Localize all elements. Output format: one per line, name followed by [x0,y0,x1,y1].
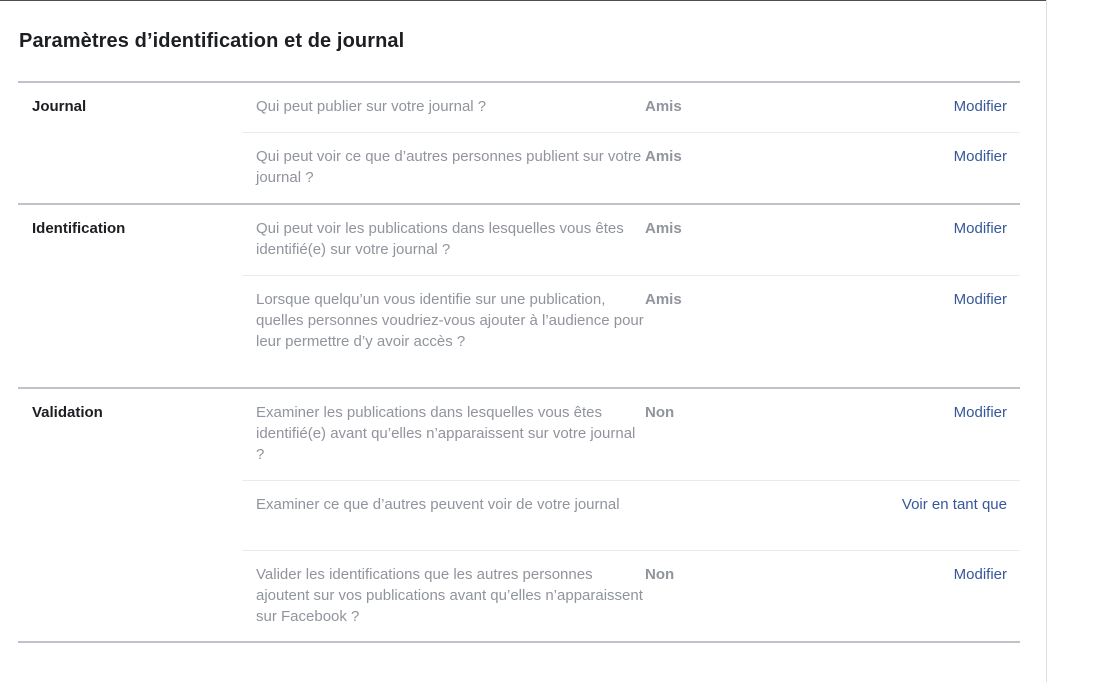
setting-question: Qui peut voir ce que d’autres personnes publient sur votre journal ? [256,148,642,186]
section-identification [18,203,1020,387]
setting-row [242,83,1020,132]
edit-link[interactable]: Modifier [953,291,1007,308]
page-title: Paramètres d’identification et de journal [19,30,405,52]
section-rows [242,389,1020,641]
setting-value: Amis [645,148,682,165]
section-journal [18,81,1020,203]
setting-row [242,275,1020,385]
edit-link[interactable]: Modifier [953,566,1007,583]
setting-question: Qui peut voir les publications dans lesquelles vous êtes identifié(e) sur votre journal ? [256,220,624,258]
top-border [0,0,1047,1]
view-as-link[interactable]: Voir en tant que [901,496,1007,513]
edit-link[interactable]: Modifier [953,404,1007,421]
setting-row [242,205,1020,275]
setting-value: Amis [645,291,682,308]
edit-link[interactable]: Modifier [953,98,1007,115]
section-rows [242,205,1020,387]
setting-value: Non [645,404,675,421]
section-label: Journal [32,98,87,115]
setting-row [242,480,1020,550]
section-validation [18,387,1020,643]
section-rows [242,83,1020,203]
setting-question: Lorsque quelqu’un vous identifie sur une publication, quelles personnes voudriez-vous ajouter à l’audience pour leur permettre d’y avoir accès ? [256,291,644,350]
section-label: Validation [32,404,103,421]
setting-question: Examiner ce que d’autres peuvent voir de votre journal [256,496,620,513]
setting-question: Examiner les publications dans lesquelles vous êtes identifié(e) avant qu’elles n’apparaissent sur votre journal ? [256,404,636,463]
edit-link[interactable]: Modifier [953,220,1007,237]
settings-table [18,81,1020,643]
setting-value: Non [645,566,675,583]
setting-question: Valider les identifications que les autres personnes ajoutent sur vos publications avant qu’elles n’apparaissent sur Facebook ? [256,566,643,625]
setting-row [242,132,1020,201]
setting-row [242,550,1020,639]
setting-row [242,389,1020,480]
setting-question: Qui peut publier sur votre journal ? [256,98,487,115]
edit-link[interactable]: Modifier [953,148,1007,165]
setting-value: Amis [645,220,682,237]
setting-value: Amis [645,98,682,115]
setting-value [645,494,795,535]
section-label: Identification [32,220,126,237]
right-rail-divider [1046,0,1047,682]
